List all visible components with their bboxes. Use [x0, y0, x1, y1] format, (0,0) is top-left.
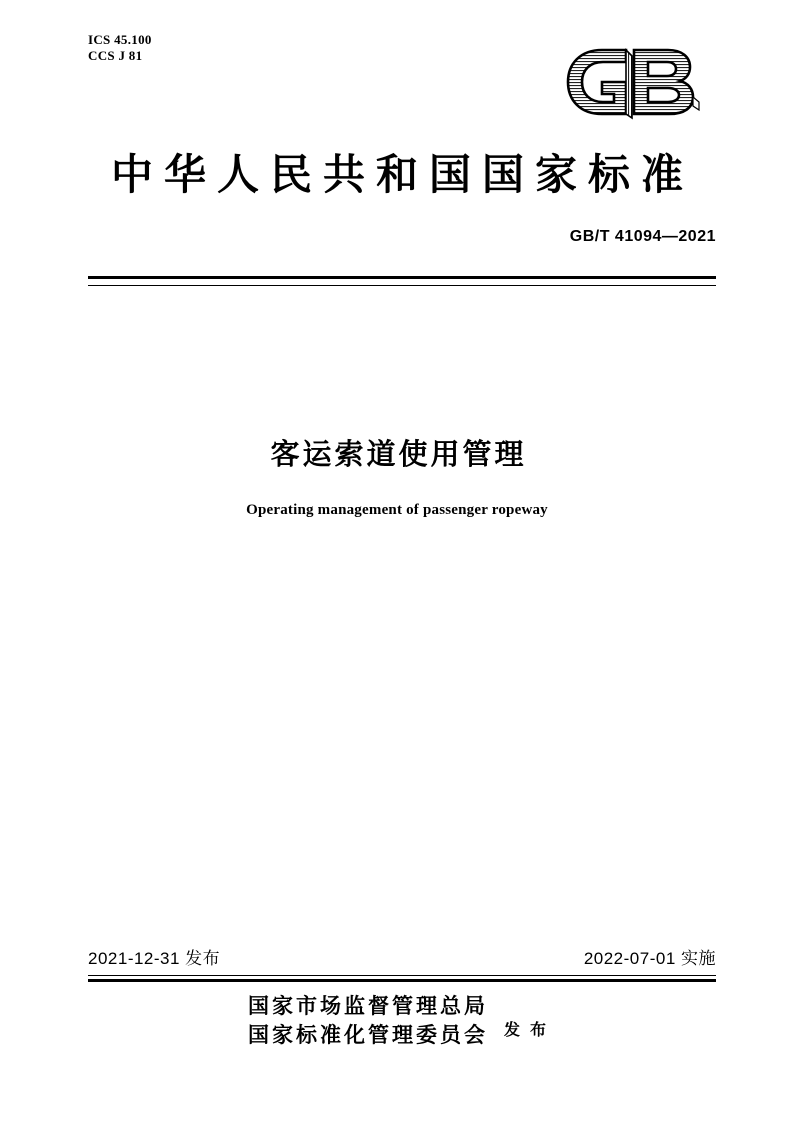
ccs-code: CCS J 81	[88, 48, 143, 63]
header-rule-thick	[88, 276, 716, 279]
national-standard-title: 中华人民共和国国家标准	[110, 153, 694, 199]
implementation-date: 2022-07-01 实施	[583, 949, 716, 968]
footer-rule-thin	[88, 975, 716, 976]
issuer-line-1: 国家市场监督管理总局	[247, 994, 488, 1018]
gb-logo-icon	[556, 40, 716, 125]
classification-codes	[88, 32, 152, 64]
issuer-action-label: 发 布	[503, 1021, 549, 1039]
ics-code: ICS 45.100	[88, 32, 152, 47]
issuer-line-2: 国家标准化管理委员会	[247, 1023, 488, 1047]
release-date: 2021-12-31 发布	[88, 949, 221, 968]
issuer-names	[245, 992, 488, 1050]
standard-number: GB/T 41094—2021	[569, 228, 716, 245]
issuer-block	[0, 992, 794, 1050]
document-title-english: Operating management of passenger ropeway	[246, 502, 548, 518]
footer-rule-thick	[88, 979, 716, 982]
header-rule-thin	[88, 285, 716, 286]
document-title-chinese: 客运索道使用管理	[270, 439, 527, 471]
